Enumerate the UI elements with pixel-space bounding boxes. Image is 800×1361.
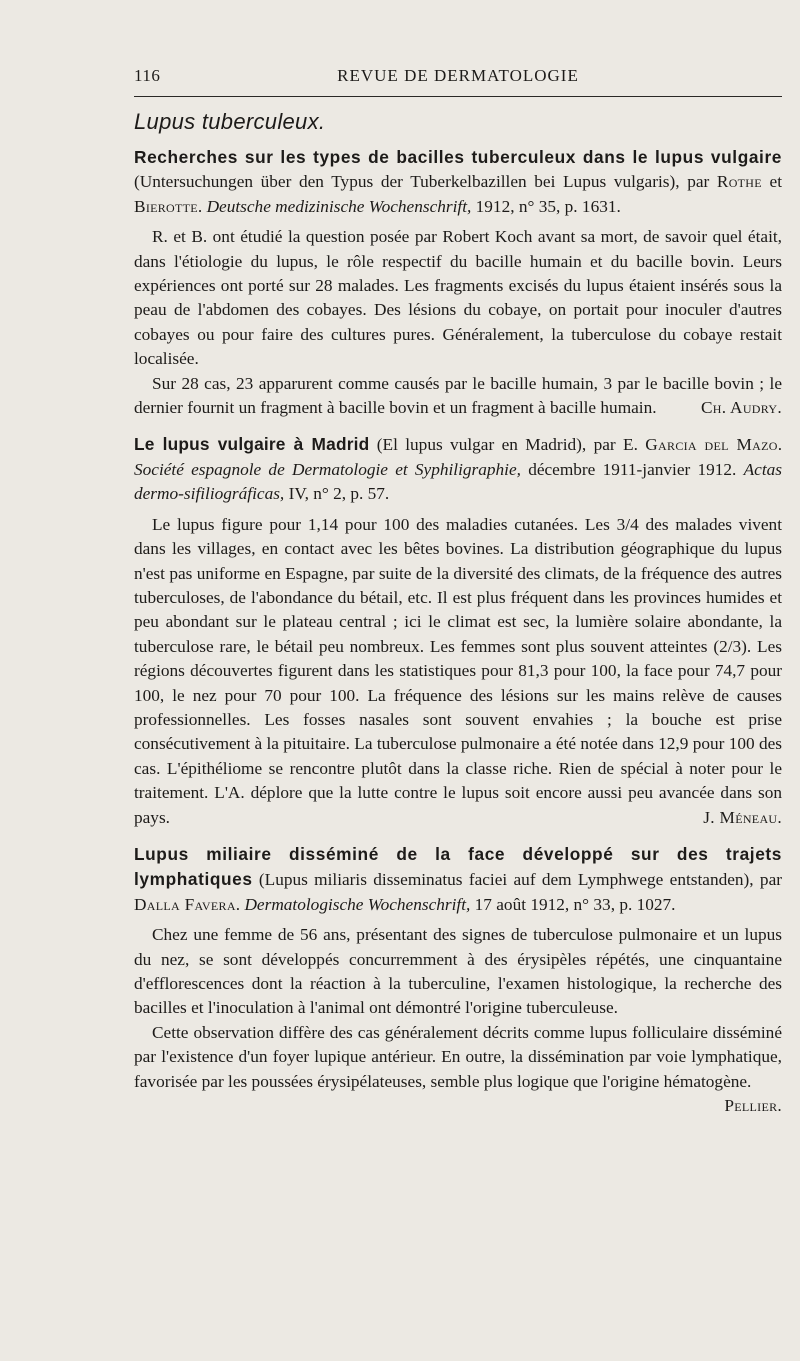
reference: IV, n° 2, p. 57.: [284, 484, 390, 504]
abstract-paragraph-last: [134, 513, 782, 830]
reference: 17 août 1912, n° 33, p. 1027.: [470, 894, 676, 914]
paragraph-text: Cette observation diffère des cas généralement décrits comme lupus folliculaire disséminé par l'existence d'un foyer lupique antérieur. En outre, la dissémination par voie lymphatique, favorisée par les poussées érysipélateuses, semble plus logique que l'origine hématogène.: [134, 1022, 782, 1091]
journal-name-2: Actas dermo-sifiliográficas,: [134, 459, 782, 504]
abstract-paragraph: R. et B. ont étudié la question posée par Robert Koch avant sa mort, de savoir quel était, dans l'étiologie du lupus, le rôle respectif du bacille humain et du bacille bovin. Leurs expériences ont porté sur 28 malades. Les fragments excisés du lupus étaient insérés sous la peau de l'abdomen des cobayes. Des lésions du cobaye, on portait pour inoculer d'autres cobayes ou pour faire des cultures pures. Généralement, la tuberculose du cobaye restait localisée.: [134, 227, 782, 369]
journal-name: Société espagnole de Dermatologie et Syphiligraphie,: [134, 459, 521, 479]
journal-name: Deutsche medizinische Wochenschrift,: [206, 196, 472, 216]
header-rule: [134, 96, 782, 97]
article-title: Recherches sur les types de bacilles tuberculeux dans le lupus vulgaire: [134, 147, 782, 167]
abstract-dalla-favera: [134, 842, 782, 1116]
running-head: [134, 58, 782, 86]
citation-paren: (Untersuchungen über den Typus der Tuberkelbazillen bei Lupus vulgaris), par: [134, 172, 717, 192]
reference-mid: décembre 1911-janvier 1912.: [520, 459, 744, 479]
journal-name: Dermatologische Wochenschrift,: [244, 894, 471, 914]
author-end: .: [197, 196, 207, 216]
abstract-paragraph-last: [134, 372, 782, 421]
author-name: Garcia del Mazo: [645, 435, 778, 455]
abstract-paragraph: Chez une femme de 56 ans, présentant des signes de tuberculose pulmonaire et un lupus du nez, se sont développés concurremment à des érysipèles répétés, une cinquantaine d'efflorescences dont la réaction à la tuberculine, l'examen histologique, la recherche des bacilles et l'inoculation à l'animal ont démontré l'origine tuberculeuse.: [134, 925, 782, 1018]
signature: Pellier.: [724, 1096, 782, 1116]
author-join: et: [761, 172, 782, 192]
citation-paren: (El lupus vulgar en Madrid), par E.: [369, 435, 646, 455]
article-citation: [134, 842, 782, 917]
paragraph-text: Le lupus figure pour 1,14 pour 100 des maladies cutanées. Les 3/4 des malades vivent dans les villages, en contact avec les bêtes bovines. La distribution géographique du lupus n'est pas uniforme en Espagne, par suite de la diversité des climats, de la fréquence des autres tuberculoses, de l'abondance du bétail, etc. Il est plus fréquent dans les provinces humides et peu abondant sur le plateau central ; ici le climat est sec, la lumière solaire abondante, la tuberculose rare, le bétail peu nombreux. Les femmes sont plus souvent atteintes (2/3). Les régions découvertes figurent dans les statistiques pour 81,3 pour 100, la face pour 74,7 pour 100, le nez pour 70 pour 100. La fréquence des lésions sur les mains relève de causes professionnelles. Les fosses nasales sont souvent envahies ; la bouche est prise consécutivement à la pituitaire. La tuberculose pulmonaire a été notée dans 12,9 pour 100 des cas. L'épithéliome se rencontre plutôt dans la classe riche. Rien de spécial à noter pour le traitement. L'A. déplore que la lutte contre le lupus soit encore aussi peu avancée dans son pays.: [134, 514, 782, 827]
author-end: .: [777, 435, 783, 455]
signature: Ch. Audry.: [700, 398, 782, 418]
author-end: .: [235, 894, 245, 914]
page: [134, 58, 782, 1118]
abstract-paragraph-last: [134, 1021, 782, 1116]
article-title: Lupus miliaire disséminé de la face développé sur des trajets lymphatiques: [134, 843, 782, 890]
reference: 1912, n° 35, p. 1631.: [471, 196, 621, 216]
author-name: Rothe: [716, 172, 762, 192]
section-heading: Lupus tuberculeux.: [134, 109, 326, 134]
signature: J. Méneau.: [703, 807, 782, 827]
paragraph-text: Sur 28 cas, 23 apparurent comme causés par le bacille humain, 3 par le bacille bovin ; le dernier fournit un fragment à bacille bovin et un fragment à bacille humain.: [134, 373, 782, 418]
abstract-rothe-bierotte: [134, 145, 782, 420]
page-number: 116: [134, 66, 161, 85]
citation-paren: (Lupus miliaris disseminatus faciei auf dem Lymphwege entstanden), par: [252, 870, 782, 890]
abstract-garcia-del-mazo: [134, 432, 782, 830]
article-title: Le lupus vulgaire à Madrid: [134, 434, 370, 455]
author-name: Bierotte: [134, 196, 198, 216]
author-name: Dalla Favera: [134, 894, 236, 914]
journal-title: REVUE DE DERMATOLOGIE: [337, 66, 579, 85]
article-citation: [134, 432, 782, 506]
article-citation: [134, 145, 782, 219]
